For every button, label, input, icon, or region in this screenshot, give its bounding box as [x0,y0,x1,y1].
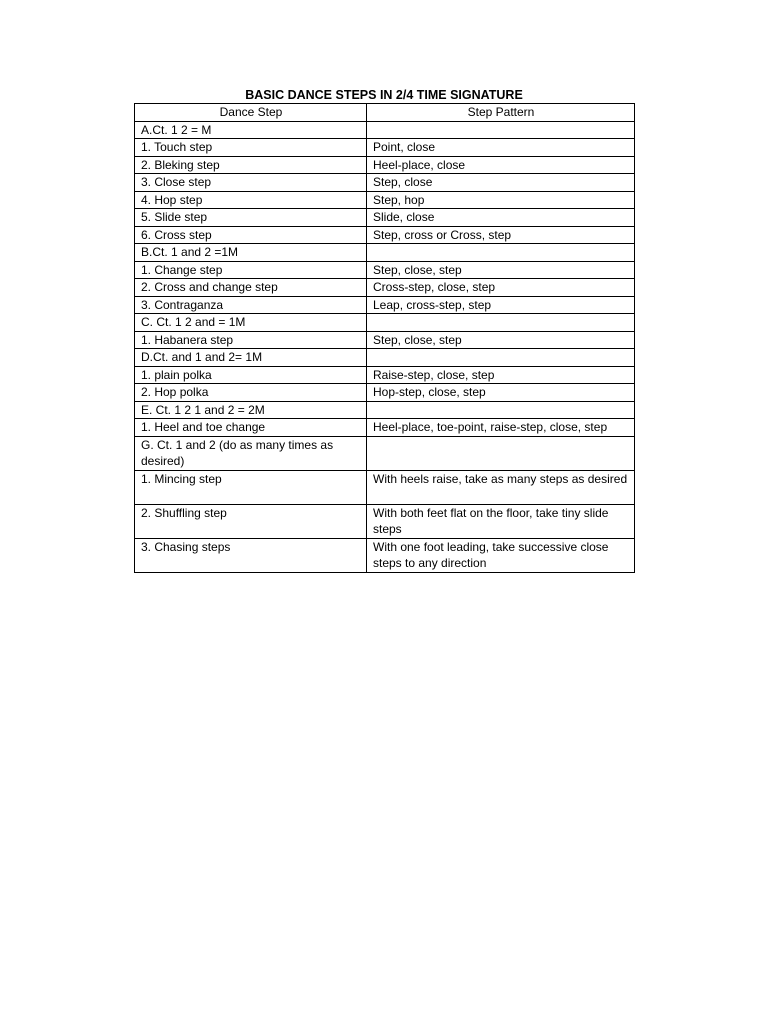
dance-step-cell: 2. Cross and change step [135,279,367,297]
step-pattern-cell: Slide, close [367,209,635,227]
dance-step-cell: 1. Change step [135,261,367,279]
table-row [135,139,635,157]
dance-step-cell: 3. Contraganza [135,296,367,314]
dance-step-cell: 1. Mincing step [135,470,367,504]
dance-steps-table [134,103,635,573]
section-row [135,349,635,367]
section-row [135,314,635,332]
table-row [135,538,635,572]
step-pattern-cell: Step, close, step [367,331,635,349]
table-row [135,174,635,192]
table-row [135,366,635,384]
dance-step-cell: A.Ct. 1 2 = M [135,121,367,139]
step-pattern-cell: Step, hop [367,191,635,209]
table-row [135,261,635,279]
step-pattern-cell [367,436,635,470]
dance-step-cell: 3. Chasing steps [135,538,367,572]
column-header-step-pattern: Step Pattern [367,104,635,122]
table-row [135,384,635,402]
dance-step-cell: 1. plain polka [135,366,367,384]
step-pattern-cell: Hop-step, close, step [367,384,635,402]
dance-step-cell: 3. Close step [135,174,367,192]
step-pattern-cell: With both feet flat on the floor, take tiny slide steps [367,504,635,538]
document-title: BASIC DANCE STEPS IN 2/4 TIME SIGNATURE [245,88,523,102]
step-pattern-cell: Step, close, step [367,261,635,279]
table-row [135,419,635,437]
step-pattern-cell [367,401,635,419]
dance-step-cell: 5. Slide step [135,209,367,227]
step-pattern-cell: Leap, cross-step, step [367,296,635,314]
dance-step-cell: 1. Heel and toe change [135,419,367,437]
table-row [135,209,635,227]
step-pattern-cell: Raise-step, close, step [367,366,635,384]
table-row [135,331,635,349]
step-pattern-cell: Step, close [367,174,635,192]
section-row [135,436,635,470]
dance-step-cell: 2. Bleking step [135,156,367,174]
table-row [135,156,635,174]
dance-step-cell: E. Ct. 1 2 1 and 2 = 2M [135,401,367,419]
dance-step-cell: 2. Shuffling step [135,504,367,538]
table-row [135,296,635,314]
step-pattern-cell [367,244,635,262]
step-pattern-cell: Cross-step, close, step [367,279,635,297]
dance-step-cell: 1. Touch step [135,139,367,157]
dance-step-cell: 2. Hop polka [135,384,367,402]
step-pattern-cell: Heel-place, toe-point, raise-step, close, step [367,419,635,437]
step-pattern-cell: With one foot leading, take successive close steps to any direction [367,538,635,572]
dance-step-cell: 4. Hop step [135,191,367,209]
section-row [135,401,635,419]
step-pattern-cell: Step, cross or Cross, step [367,226,635,244]
step-pattern-cell [367,349,635,367]
table-row [135,470,635,504]
dance-step-cell: B.Ct. 1 and 2 =1M [135,244,367,262]
table-row [135,191,635,209]
section-row [135,121,635,139]
dance-step-cell: 6. Cross step [135,226,367,244]
table-row [135,504,635,538]
dance-step-cell: G. Ct. 1 and 2 (do as many times as desired) [135,436,367,470]
table-row [135,226,635,244]
dance-step-cell: 1. Habanera step [135,331,367,349]
dance-step-cell: D.Ct. and 1 and 2= 1M [135,349,367,367]
section-row [135,244,635,262]
step-pattern-cell: With heels raise, take as many steps as desired [367,470,635,504]
dance-step-cell: C. Ct. 1 2 and = 1M [135,314,367,332]
step-pattern-cell [367,314,635,332]
table-header-row [135,104,635,122]
step-pattern-cell [367,121,635,139]
step-pattern-cell: Heel-place, close [367,156,635,174]
table-row [135,279,635,297]
step-pattern-cell: Point, close [367,139,635,157]
column-header-dance-step: Dance Step [135,104,367,122]
